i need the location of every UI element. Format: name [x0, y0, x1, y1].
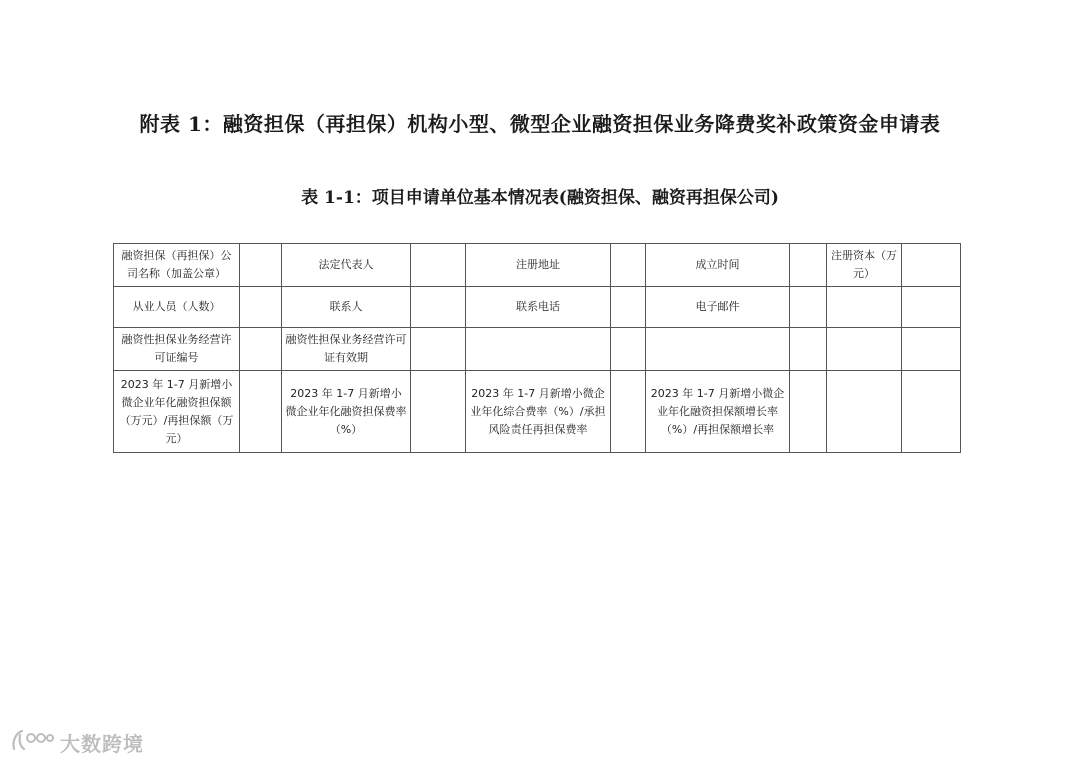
table-cell-input[interactable] [827, 328, 902, 371]
table-cell-label: 融资性担保业务经营许可证编号 [114, 328, 240, 371]
table-cell-input[interactable] [646, 328, 790, 371]
table-row [114, 328, 961, 371]
table-cell-input[interactable] [611, 371, 646, 453]
table-cell-input[interactable] [827, 371, 902, 453]
table-cell-label: 电子邮件 [646, 287, 790, 328]
table-cell-input[interactable] [790, 371, 827, 453]
table-cell-input[interactable] [790, 287, 827, 328]
table-row [114, 244, 961, 287]
table-cell-input[interactable] [902, 244, 961, 287]
table-cell-input[interactable] [411, 371, 466, 453]
table-cell-input[interactable] [827, 287, 902, 328]
table-cell-input[interactable] [240, 244, 282, 287]
table-cell-input[interactable] [411, 328, 466, 371]
table-cell-label: 注册地址 [466, 244, 611, 287]
table-cell-label: 2023 年 1-7 月新增小微企业年化融资担保额增长率（%）/再担保额增长率 [646, 371, 790, 453]
table-cell-label: 融资担保（再担保）公司名称（加盖公章） [114, 244, 240, 287]
table-cell-input[interactable] [611, 244, 646, 287]
table-cell-input[interactable] [902, 371, 961, 453]
table-cell-input[interactable] [902, 287, 961, 328]
table-cell-label: 2023 年 1-7 月新增小微企业年化综合费率（%）/承担风险责任再担保费率 [466, 371, 611, 453]
table-cell-label: 联系人 [282, 287, 411, 328]
table-cell-label: 联系电话 [466, 287, 611, 328]
application-form-table [113, 243, 961, 453]
table-cell-input[interactable] [466, 328, 611, 371]
logo-icon [10, 727, 54, 757]
table-cell-input[interactable] [240, 371, 282, 453]
table-cell-label: 注册资本（万元） [827, 244, 902, 287]
table-cell-input[interactable] [902, 328, 961, 371]
table-cell-input[interactable] [411, 244, 466, 287]
table-cell-label: 成立时间 [646, 244, 790, 287]
table-subtitle: 表 1-1：项目申请单位基本情况表(融资担保、融资再担保公司) [301, 188, 779, 208]
table-cell-label: 融资性担保业务经营许可证有效期 [282, 328, 411, 371]
table-row [114, 287, 961, 328]
watermark [10, 727, 144, 757]
table-cell-label: 2023 年 1-7 月新增小微企业年化融资担保额（万元）/再担保额（万元） [114, 371, 240, 453]
table-cell-input[interactable] [790, 328, 827, 371]
table-cell-input[interactable] [790, 244, 827, 287]
table-cell-input[interactable] [611, 287, 646, 328]
table-row [114, 371, 961, 453]
watermark-text: 大数跨境 [60, 731, 144, 756]
table-cell-label: 法定代表人 [282, 244, 411, 287]
table-cell-input[interactable] [411, 287, 466, 328]
table-cell-label: 2023 年 1-7 月新增小微企业年化融资担保费率（%） [282, 371, 411, 453]
table-cell-input[interactable] [240, 328, 282, 371]
page-title: 附表 1：融资担保（再担保）机构小型、微型企业融资担保业务降费奖补政策资金申请表 [139, 112, 941, 136]
table-cell-input[interactable] [240, 287, 282, 328]
table-cell-input[interactable] [611, 328, 646, 371]
table-cell-label: 从业人员（人数） [114, 287, 240, 328]
